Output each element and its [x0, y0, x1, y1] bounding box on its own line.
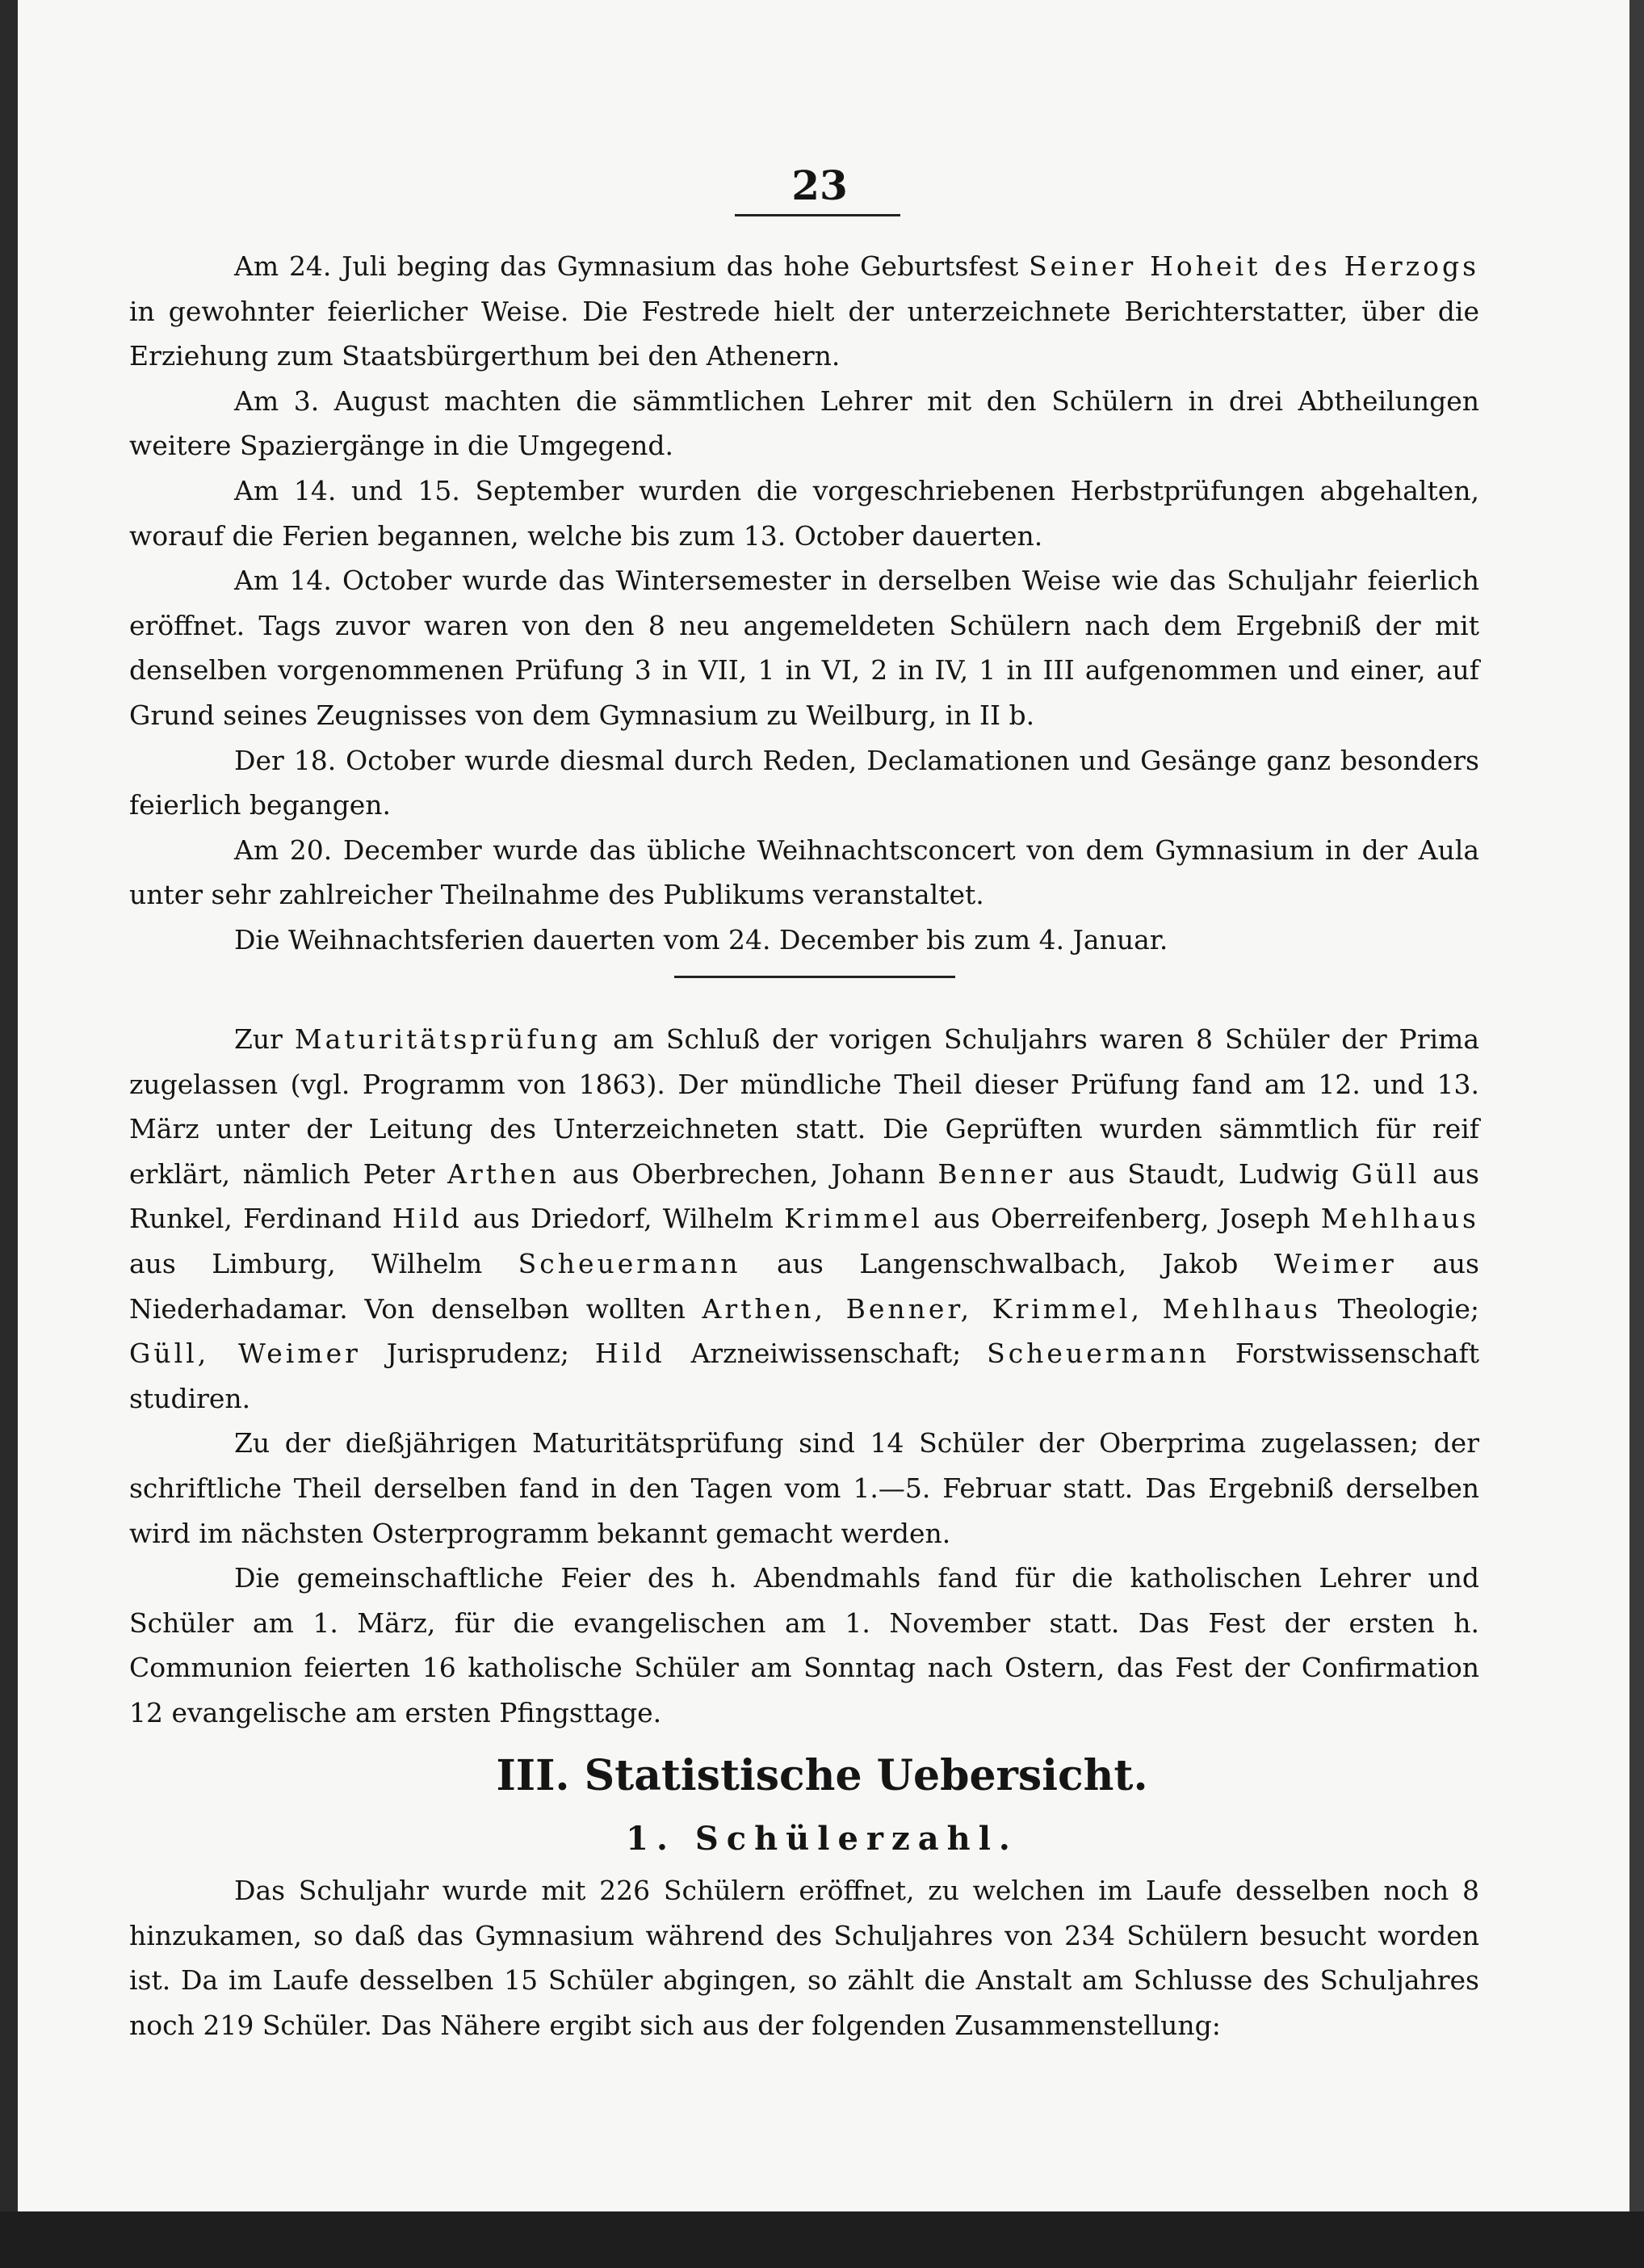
- text-run: am Schluß der vorigen Schuljahrs waren 8 Schüler der Prima zugelassen (vgl. Programm von 1863). Der mündliche Theil dieser Prüfung fand am 12. und 13. März unter der Leitung des Unterzeichneten statt. Die Geprüften wurden sämmtlich für reif erklärt, nämlich Peter: [129, 1023, 1479, 1190]
- paragraph: [129, 379, 1479, 468]
- spaced-emphasis: Güll: [1351, 1157, 1420, 1190]
- chronicle-text: [129, 244, 1479, 963]
- text-run: aus Runkel, Ferdinand: [129, 1157, 1479, 1235]
- paragraph: [129, 1556, 1479, 1735]
- paragraph: [129, 918, 1479, 963]
- paragraph: [129, 244, 1479, 379]
- paragraph: [129, 1421, 1479, 1556]
- text-run: aus Oberbrechen, Johann: [560, 1157, 938, 1190]
- text-run: aus Staudt, Ludwig: [1055, 1157, 1352, 1190]
- spaced-emphasis: Krimmel: [784, 1203, 923, 1235]
- statistics-text: [129, 1868, 1479, 2048]
- text-run: aus Niederhadamar. Von denselbən wollten: [129, 1247, 1479, 1325]
- page-number: 23: [791, 162, 848, 209]
- paragraph: [129, 468, 1479, 558]
- text-run: Arzneiwissenschaft;: [665, 1338, 988, 1370]
- scan-edge-right: [1629, 0, 1644, 2268]
- spaced-emphasis: Scheuermann: [987, 1338, 1210, 1370]
- spaced-emphasis: Mehlhaus: [1320, 1203, 1479, 1235]
- text-run: aus Limburg, Wilhelm: [129, 1247, 518, 1279]
- header-rule: [735, 214, 900, 216]
- spaced-emphasis: Güll, Weimer: [129, 1338, 361, 1370]
- spaced-emphasis: Weimer: [1273, 1247, 1397, 1279]
- text-run: Die Weihnachtsferien dauerten vom 24. December bis zum 4. Januar.: [234, 923, 1168, 956]
- text-run: Am 20. December wurde das übliche Weihnachtsconcert von dem Gymnasium in der Aula unter sehr zahlreicher Theilnahme des Publikums veranstaltet.: [129, 834, 1479, 911]
- paragraph: [129, 558, 1479, 737]
- text-run: Der 18. October wurde diesmal durch Reden, Declamationen und Gesänge ganz besonders feierlich begangen.: [129, 744, 1479, 821]
- paragraph: [129, 1868, 1479, 2048]
- spaced-emphasis: Hild: [594, 1338, 665, 1370]
- paragraph: [129, 738, 1479, 828]
- text-run: Zur: [234, 1023, 295, 1055]
- spaced-emphasis: Scheuermann: [518, 1247, 741, 1279]
- section-heading: III. Statistische Uebersicht.: [496, 1751, 1148, 1800]
- scan-edge-left: [0, 0, 18, 2268]
- spaced-emphasis: Maturitätsprüfung: [294, 1023, 602, 1055]
- text-run: aus Oberreifenberg, Joseph: [922, 1203, 1321, 1235]
- text-run: Jurisprudenz;: [360, 1338, 595, 1370]
- text-run: Am 24. Juli beging das Gymnasium das hohe Geburtsfest: [234, 250, 1030, 282]
- scan-edge-bottom: [0, 2211, 1644, 2268]
- text-run: Am 14. October wurde das Wintersemester in derselben Weise wie das Schuljahr feierlich eröffnet. Tags zuvor waren von den 8 neu angemeldeten Schülern nach dem Ergebniß der mit denselben vorgenommenen Prüfung 3 in VII, 1 in VI, 2 in IV, 1 in III aufgenommen und einer, auf Grund seines Zeugnisses von dem Gymnasium zu Weilburg, in II b.: [129, 565, 1479, 731]
- text-run: Am 3. August machten die sämmtlichen Lehrer mit den Schülern in drei Abtheilungen weitere Spaziergänge in die Umgegend.: [129, 384, 1479, 462]
- spaced-emphasis: Hild: [392, 1203, 463, 1235]
- text-run: in gewohnter feierlicher Weise. Die Festrede hielt der unterzeichnete Berichterstatter, über die Erziehung zum Staatsbürgerthum bei den Athenern.: [129, 295, 1479, 372]
- spaced-emphasis: Arthen, Benner, Krimmel, Mehlhaus: [702, 1292, 1321, 1325]
- text-run: aus Driedorf, Wilhelm: [462, 1203, 785, 1235]
- maturity-exam-text: [129, 1017, 1479, 1736]
- text-run: Theologie;: [1320, 1292, 1480, 1325]
- spaced-emphasis: Arthen: [447, 1157, 560, 1190]
- text-run: Die gemeinschaftliche Feier des h. Abendmahls fand für die katholischen Lehrer und Schüler am 1. März, für die evangelischen am 1. November statt. Das Fest der ersten h. Communion feierten 16 katholische Schüler am Sonntag nach Ostern, das Fest der Confirmation 12 evangelische am ersten Pfingsttage.: [129, 1562, 1479, 1728]
- text-run: Forstwissenschaft studiren.: [129, 1338, 1479, 1414]
- paragraph: [129, 828, 1479, 918]
- text-run: aus Langenschwalbach, Jakob: [740, 1247, 1274, 1279]
- text-run: Am 14. und 15. September wurden die vorgeschriebenen Herbstprüfungen abgehalten, worauf die Ferien begannen, welche bis zum 13. October dauerten.: [129, 474, 1479, 552]
- section-divider: [674, 976, 955, 978]
- text-run: Zu der dießjährigen Maturitätsprüfung sind 14 Schüler der Oberprima zugelassen; der schriftliche Theil derselben fand in den Tagen vom 1.—5. Februar statt. Das Ergebniß derselben wird im nächsten Osterprogramm bekannt gemacht werden.: [129, 1427, 1479, 1549]
- text-run: Das Schuljahr wurde mit 226 Schülern eröffnet, zu welchen im Laufe desselben noch 8 hinzukamen, so daß das Gymnasium während des Schuljahres von 234 Schülern besucht worden ist. Da im Laufe desselben 15 Schüler abgingen, so zählt die Anstalt am Schlusse des Schuljahres noch 219 Schüler. Das Nähere ergibt sich aus der folgenden Zusammenstellung:: [129, 1875, 1479, 2041]
- sub-heading: 1. Schülerzahl.: [626, 1820, 1018, 1858]
- spaced-emphasis: Benner: [937, 1157, 1055, 1190]
- paragraph: [129, 1017, 1479, 1421]
- spaced-emphasis: Seiner Hoheit des Herzogs: [1029, 250, 1480, 282]
